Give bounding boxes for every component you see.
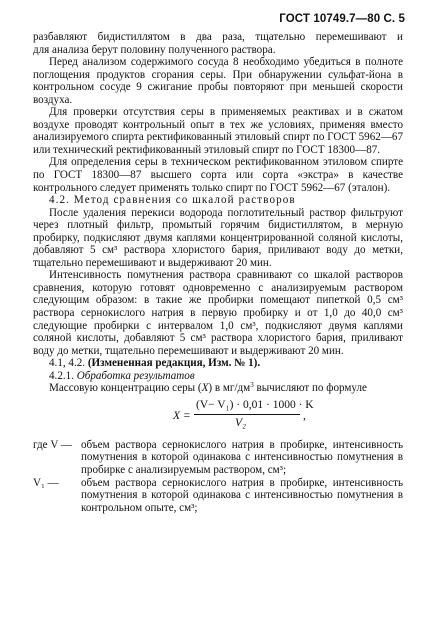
definition-row [33, 477, 403, 515]
paragraph-comparison-scale: Интенсивность помутнения раствора сравнивают со шкалой растворов сравнения, которую готовят одновременно с анализируемым раствором следующим образом: в такие же пробирки помещают пипеткой 0,5 см³ раствора сернокислого натрия в первую пробирку и от 1,0 до 40,0 см³ следующие пробирки с интервалом 1,0 см³, подкисляют двумя каплями соляной кислоты, добавляют 5 см³ раствора хлористого бария, приливают воду до метки, тщательно перемешивают и выдерживают 20 мин. [33, 269, 403, 357]
amendment-note [33, 357, 403, 370]
formula-denominator: V₂ [235, 416, 247, 429]
intro-post2: вычисляют по формуле [253, 382, 367, 395]
subsection-number: 4.2.1. [49, 369, 77, 382]
paragraph-control-test: Для проверки отсутствия серы в применяемых реактивах и в сжатом воздухе проводят контрольный опыт в тех же условиях, применяя вместо анализируемого спирта ректификованный этиловый спирт по ГОСТ 5962—67 или технический ректификованный этиловый спирт по ГОСТ 18300—87. [33, 106, 403, 156]
definition-list [33, 439, 403, 514]
formula-comma: , [303, 409, 306, 422]
paragraph-technical-spirit: Для определения серы в техническом ректификованном этиловом спирте по ГОСТ 18300—87 высшего сорта или сорта «экстра» в качестве контрольного следует применять только спирт по ГОСТ 5962—67 (эталон). [33, 156, 403, 194]
subsection-title: Обработка результатов [76, 369, 195, 382]
amendment-bold: (Измененная редакция, Изм. № 1). [87, 357, 261, 370]
definition-row [33, 439, 403, 477]
fraction-bar [194, 414, 300, 415]
amendment-prefix: 4.1, 4.2. [49, 357, 88, 370]
definition-label: где V — [33, 438, 73, 451]
continuation-line-2: для анализа берут половину полученного раствора. [33, 43, 276, 56]
formula-intro [33, 382, 403, 395]
continuation-line-1: разбавляют бидистиллятом в два раза, тщательно перемешивают и [33, 31, 403, 43]
intro-pre: Массовую концентрацию серы ( [49, 382, 202, 395]
intro-unit-sup: 3 [250, 381, 254, 390]
intro-var: X [201, 382, 209, 395]
section-heading-4-2: 4.2. Метод сравнения со шкалой растворов [49, 194, 296, 207]
formula-numerator: (V− V₁) · 0,01 · 1000 · K [196, 398, 314, 411]
definition-label: V₁ — [33, 476, 59, 489]
paragraph-sulfate-check: Перед анализом содержимого сосуда 8 необходимо убедиться в полноте поглощения продуктов сгорания серы. При обнаружении сульфат-йона в контрольном сосуде 9 сжигание пробы повторяют при меньшей скорости воздуха. [33, 56, 403, 106]
page-header: ГОСТ 10749.7—80 С. 5 [279, 13, 405, 25]
formula-lhs: X = [173, 409, 191, 422]
definition-text: объем раствора сернокислого натрия в пробирке, интенсивность помутнения в которой одинакова с интенсивностью помутнения в контрольном опыте, см³; [81, 476, 403, 514]
formula [33, 397, 403, 437]
intro-post1: ) в мг/дм [208, 382, 251, 395]
subsection-4-2-1 [33, 370, 403, 383]
paragraph-filtration: После удаления перекиси водорода поглотительный раствор фильтруют через плотный фильтр, промытый горячим бидистиллятом, в мерную пробирку, подкисляют двумя каплями концентрированной соляной кислоты, добавляют 5 см³ раствора хлористого бария, приливают воду до метки, тщательно перемешивают и выдерживают 20 мин. [33, 206, 403, 269]
definition-text: объем раствора сернокислого натрия в пробирке, интенсивность помутнения в которой одинакова с интенсивностью помутнения в пробирке с анализируемым раствором, см³; [81, 438, 403, 476]
document-body [33, 31, 403, 514]
